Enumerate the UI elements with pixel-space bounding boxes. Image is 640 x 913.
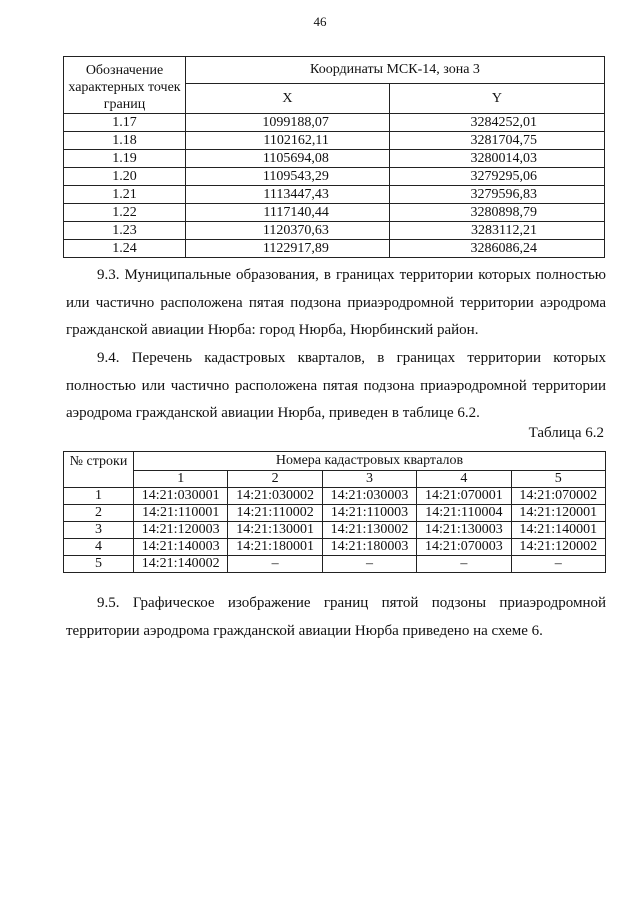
point-designation: 1.21 xyxy=(64,186,186,204)
cadastral-number: 14:21:070002 xyxy=(511,488,605,505)
cadastral-number: 14:21:030001 xyxy=(134,488,228,505)
coordinate-y: 3281704,75 xyxy=(389,132,604,150)
paragraph-9-3: 9.3. Муниципальные образования, в границах территории которых полностью или частично расположена пятая подзона приаэродромной территории аэродрома гражданской авиации Нюрба: город Нюрба, Нюрбинский район. xyxy=(66,267,606,338)
cadastral-number: 14:21:140001 xyxy=(511,522,605,539)
table-caption: Таблица 6.2 xyxy=(528,425,604,441)
coordinates-table xyxy=(63,56,605,258)
coordinate-x: 1105694,08 xyxy=(186,150,390,168)
cadastral-number: 14:21:110001 xyxy=(134,505,228,522)
cadastral-number: 14:21:110004 xyxy=(417,505,511,522)
header-row-number: № строки xyxy=(64,452,134,488)
cadastral-number: 14:21:110003 xyxy=(322,505,416,522)
page-number: 46 xyxy=(313,14,327,29)
coordinate-y: 3284252,01 xyxy=(389,114,604,132)
coordinate-y: 3279596,83 xyxy=(389,186,604,204)
column-number: 5 xyxy=(511,471,605,488)
header-cadastral-numbers: Номера кадастровых кварталов xyxy=(134,452,606,471)
table-row xyxy=(64,522,606,539)
coordinate-x: 1117140,44 xyxy=(186,204,390,222)
table-row xyxy=(64,132,605,150)
point-designation: 1.20 xyxy=(64,168,186,186)
paragraph-9-4: 9.4. Перечень кадастровых кварталов, в границах территории которых полностью или частично расположена пятая подзона приаэродромной территории аэродрома гражданской авиации Нюрба, приведен в таблице 6.2. xyxy=(66,350,606,421)
coordinate-x: 1122917,89 xyxy=(186,240,390,258)
cadastral-number: – xyxy=(322,556,416,573)
cadastral-number: 14:21:130001 xyxy=(228,522,322,539)
point-designation: 1.23 xyxy=(64,222,186,240)
coordinate-x: 1113447,43 xyxy=(186,186,390,204)
coordinate-y: 3280014,03 xyxy=(389,150,604,168)
cadastral-number: 14:21:030003 xyxy=(322,488,416,505)
table-row xyxy=(64,186,605,204)
column-number: 2 xyxy=(228,471,322,488)
cadastral-number: 14:21:070003 xyxy=(417,539,511,556)
table-header-row xyxy=(64,471,606,488)
table-row xyxy=(64,168,605,186)
coordinate-x: 1102162,11 xyxy=(186,132,390,150)
row-number: 1 xyxy=(64,488,134,505)
table-row xyxy=(64,539,606,556)
coordinate-y: 3283112,21 xyxy=(389,222,604,240)
cadastral-number: – xyxy=(511,556,605,573)
point-designation: 1.18 xyxy=(64,132,186,150)
table-row xyxy=(64,505,606,522)
header-coordinate-system: Координаты МСК-14, зона 3 xyxy=(186,57,605,84)
header-y: Y xyxy=(389,84,604,114)
table-row xyxy=(64,556,606,573)
table-row xyxy=(64,240,605,258)
cadastral-number: 14:21:140002 xyxy=(134,556,228,573)
cadastral-number: 14:21:110002 xyxy=(228,505,322,522)
cadastral-number: 14:21:130003 xyxy=(417,522,511,539)
column-number: 4 xyxy=(417,471,511,488)
cadastral-number: 14:21:120001 xyxy=(511,505,605,522)
cadastral-quarters-table xyxy=(63,451,606,573)
coordinate-y: 3280898,79 xyxy=(389,204,604,222)
table-row xyxy=(64,114,605,132)
cadastral-number: 14:21:070001 xyxy=(417,488,511,505)
coordinate-x: 1120370,63 xyxy=(186,222,390,240)
header-x: X xyxy=(186,84,390,114)
coordinate-x: 1109543,29 xyxy=(186,168,390,186)
cadastral-number: 14:21:180001 xyxy=(228,539,322,556)
cadastral-number: 14:21:030002 xyxy=(228,488,322,505)
cadastral-number: – xyxy=(417,556,511,573)
table-row xyxy=(64,488,606,505)
row-number: 4 xyxy=(64,539,134,556)
point-designation: 1.24 xyxy=(64,240,186,258)
row-number: 3 xyxy=(64,522,134,539)
coordinate-x: 1099188,07 xyxy=(186,114,390,132)
point-designation: 1.17 xyxy=(64,114,186,132)
table-row xyxy=(64,150,605,168)
point-designation: 1.19 xyxy=(64,150,186,168)
column-number: 3 xyxy=(322,471,416,488)
cadastral-number: 14:21:120003 xyxy=(134,522,228,539)
cadastral-number: 14:21:130002 xyxy=(322,522,416,539)
table-row xyxy=(64,204,605,222)
coordinate-y: 3286086,24 xyxy=(389,240,604,258)
table-header-row xyxy=(64,452,606,471)
cadastral-number: – xyxy=(228,556,322,573)
cadastral-number: 14:21:120002 xyxy=(511,539,605,556)
coordinate-y: 3279295,06 xyxy=(389,168,604,186)
cadastral-number: 14:21:140003 xyxy=(134,539,228,556)
header-point-designation: Обозначение характерных точек границ xyxy=(64,57,186,114)
paragraph-9-5: 9.5. Графическое изображение границ пятой подзоны приаэродромной территории аэродрома гражданской авиации Нюрба приведено на схеме 6. xyxy=(66,595,606,639)
cadastral-number: 14:21:180003 xyxy=(322,539,416,556)
row-number: 2 xyxy=(64,505,134,522)
table-row xyxy=(64,222,605,240)
table-header-row xyxy=(64,57,605,84)
point-designation: 1.22 xyxy=(64,204,186,222)
column-number: 1 xyxy=(134,471,228,488)
row-number: 5 xyxy=(64,556,134,573)
